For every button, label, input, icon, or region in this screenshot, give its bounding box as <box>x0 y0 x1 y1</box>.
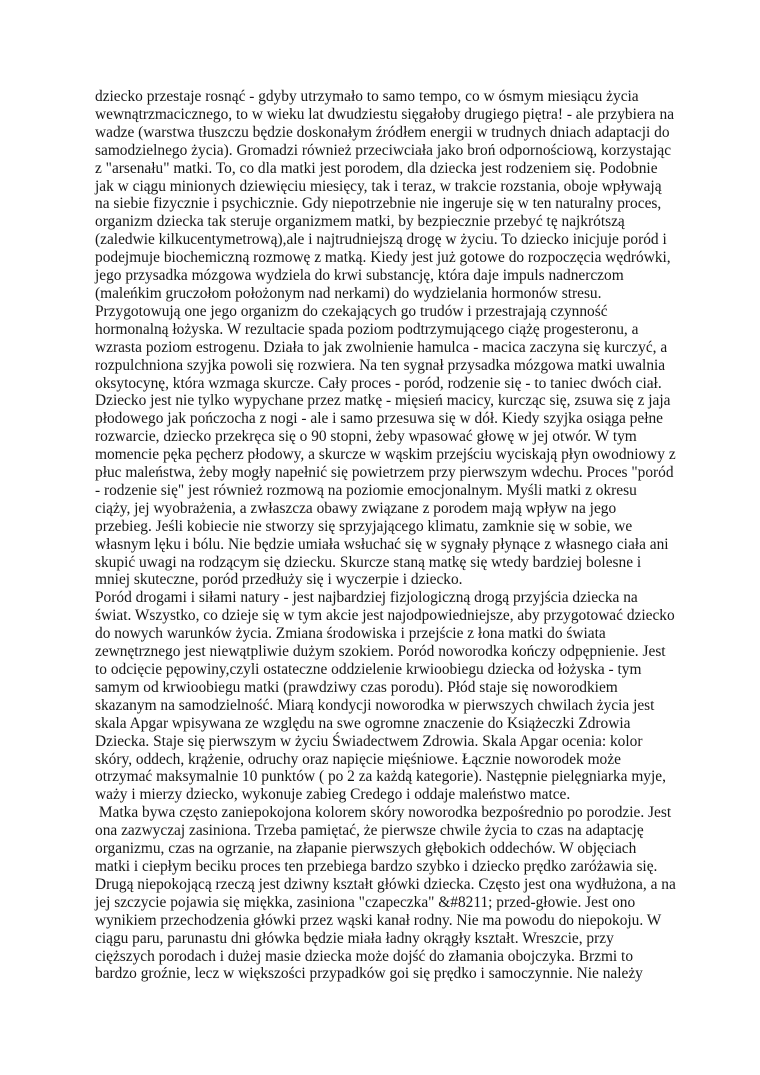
text-line: skala Apgar wpisywana ze względu na swe ogromne znaczenie do Książeczki Zdrowia <box>95 714 631 732</box>
text-line: ciąży, jej wyobrażenia, a zwłaszcza obawy związane z porodem mają wpływ na jego <box>95 499 617 517</box>
document-body-text <box>95 88 675 983</box>
text-line: (zaledwie kilkucentymetrową),ale i najtrudniejszą drogę w życiu. To dziecko inicjuje poród i <box>95 231 667 249</box>
text-line: płuc maleństwa, żeby mogły napełnić się powietrzem przy pierwszym wdechu. Proces "poród <box>95 464 674 482</box>
text-line: Dziecka. Staje się pierwszym w życiu Świadectwem Zdrowia. Skala Apgar ocenia: kolor <box>95 732 643 750</box>
text-line: matki i ciepłym beciku proces ten przebiega bardzo szybko i dziecko prędko zaróżawia się. <box>95 857 658 875</box>
text-line: skupić uwagi na rodzącym się dziecku. Skurcze staną matkę się wtedy bardziej bolesne i <box>95 553 642 571</box>
text-line: wewnątrzmacicznego, to w wieku lat dwudziestu sięgałoby drugiego piętra! - ale przybiera na <box>95 105 675 123</box>
text-line: ciągu paru, parunastu dni główka będzie miała ładny okrągły kształt. Wreszcie, przy <box>95 929 614 947</box>
text-line: organizmu, czas na ogrzanie, na złapanie pierwszych głębokich oddechów. W objęciach <box>95 840 637 858</box>
text-line: przebieg. Jeśli kobiecie nie stworzy się sprzyjającego klimatu, zamknie się w sobie, we <box>95 517 633 535</box>
text-line: z "arsenału" matki. To, co dla matki jest porodem, dla dziecka jest rodzeniem się. Podobnie <box>95 159 658 177</box>
text-line: Dziecko jest nie tylko wypychane przez matkę - mięsień macicy, kurcząc się, zsuwa się z jaja <box>95 392 671 410</box>
text-line: organizm dziecka tak steruje organizmem matki, by bezpiecznie przebyć tę najkrótszą <box>95 213 625 231</box>
text-line: na siebie fizycznie i psychicznie. Gdy niepotrzebnie nie ingeruje się w ten naturalny proces, <box>95 195 662 213</box>
text-line: samym od krwioobiegu matki (prawdziwy czas porodu). Płód staje się noworodkiem <box>95 678 618 696</box>
text-line: jak w ciągu minionych dziewięciu miesięcy, tak i teraz, w trakcie rozstania, oboje wpływają <box>95 177 662 195</box>
text-line: Poród drogami i siłami natury - jest najbardziej fizjologiczną drogą przyjścia dziecka na <box>95 589 638 607</box>
text-line: ona zazwyczaj zasiniona. Trzeba pamiętać, że pierwsze chwile życia to czas na adaptację <box>95 822 644 840</box>
text-line: zewnętrznego jest niewątpliwie dużym szokiem. Poród noworodka kończy odpępnienie. Jest <box>95 643 666 661</box>
text-line: dziecko przestaje rosnąć - gdyby utrzymało to samo tempo, co w ósmym miesiącu życia <box>95 88 639 105</box>
text-line: bardzo groźnie, lecz w większości przypadków goi się prędko i samoczynnie. Nie należy <box>95 965 643 983</box>
text-line: podejmuje biochemiczną rozmowę z matką. Kiedy jest już gotowe do rozpoczęcia wędrówki, <box>95 249 671 267</box>
text-line: (maleńkim gruczołom położonym nad nerkami) do wydzielania hormonów stresu. <box>95 284 602 302</box>
text-line: jej szczycie pojawia się miękka, zasiniona "czapeczka" &#8211; przed-głowie. Jest ono <box>95 893 636 911</box>
text-line: to odcięcie pępowiny,czyli ostateczne oddzielenie krwioobiegu dziecka od łożyska - tym <box>95 661 642 678</box>
text-line: wadze (warstwa tłuszczu będzie doskonałym źródłem energii w trudnych dniach adaptacji do <box>95 123 670 141</box>
text-line: rozpulchniona szyjka powoli się rozwiera. Na ten sygnał przysadka mózgowa matki uwalnia <box>95 356 666 374</box>
text-line: momencie pęka pęcherz płodowy, a skurcze w wąskim przejściu wyciskają płyn owodniowy z <box>95 446 676 464</box>
text-line: rozwarcie, dziecko przekręca się o 90 stopni, żeby wpasować głowę w jej otwór. W tym <box>95 428 637 446</box>
text-line: własnym lęku i bólu. Nie będzie umiała wsłuchać się w sygnały płynące z własnego ciała ani <box>95 535 669 553</box>
text-line: oksytocynę, która wzmaga skurcze. Cały proces - poród, rodzenie się - to taniec dwóch ciał. <box>95 374 662 392</box>
text-line: wynikiem przechodzenia główki przez wąski kanał rodny. Nie ma powodu do niepokoju. W <box>95 911 662 929</box>
text-line: hormonalną łożyska. W rezultacie spada poziom podtrzymującego ciążę progesteronu, a <box>95 320 639 338</box>
text-line: płodowego jak pończocha z nogi - ale i samo przesuwa się w dół. Kiedy szyjka osiąga pełne <box>95 410 663 428</box>
text-line: Przygotowują one jego organizm do czekających go trudów i przestrajają czynność <box>95 302 608 320</box>
text-line: mniej skuteczne, poród przedłuży się i wyczerpie i dziecko. <box>95 571 463 589</box>
text-line: cięższych porodach i dużej masie dziecka może dojść do złamania obojczyka. Brzmi to <box>95 947 634 965</box>
text-line: do nowych warunków życia. Zmiana środowiska i przejście z łona matki do świata <box>95 625 606 643</box>
text-line: samodzielnego życia). Gromadzi również przeciwciała jako broń odpornościową, korzystając <box>95 141 672 159</box>
text-line: - rodzenie się" jest również rozmową na poziomie emocjonalnym. Myśli matki z okresu <box>95 481 637 499</box>
text-line: świat. Wszystko, co dzieje się w tym akcie jest najodpowiedniejsze, aby przygotować dziecko <box>95 607 675 625</box>
text-line: skóry, oddech, krążenie, odruchy oraz napięcie mięśniowe. Łącznie noworodek może <box>95 750 621 768</box>
text-line: Matka bywa często zaniepokojona kolorem skóry noworodka bezpośrednio po porodzie. Jest <box>95 804 672 822</box>
text-line: jego przysadka mózgowa wydziela do krwi substancję, która daje impuls nadnerczom <box>95 267 624 285</box>
text-line: otrzymać maksymalnie 10 punktów ( po 2 za każdą kategorie). Następnie pielęgniarka myje, <box>95 768 666 786</box>
text-line: waży i mierzy dziecko, wykonuje zabieg Credego i oddaje maleństwo matce. <box>95 786 571 804</box>
text-line: skazanym na samodzielność. Miarą kondycji noworodka w pierwszych chwilach życia jest <box>95 696 655 714</box>
text-line: wzrasta poziom estrogenu. Działa to jak zwolnienie hamulca - macica zaczyna się kurczyć, a <box>95 338 668 356</box>
text-line: Drugą niepokojącą rzeczą jest dziwny kształt główki dziecka. Często jest ona wydłużona, a na <box>95 875 676 893</box>
